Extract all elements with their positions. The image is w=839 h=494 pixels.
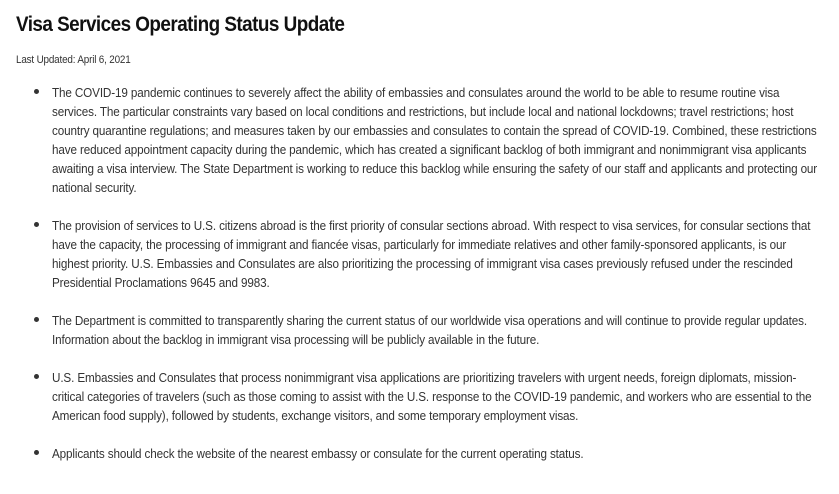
list-item	[0, 83, 839, 197]
list-item	[0, 216, 839, 292]
bullet-icon	[34, 89, 39, 94]
list-item	[0, 368, 839, 425]
list-item-text: The COVID-19 pandemic continues to severely affect the ability of embassies and consulates around the world to be able to resume routine visa services. The particular constraints vary based on local conditions and restrictions, but include local and national lockdowns; travel restrictions; host country quarantine regulations; and measures taken by our embassies and consulates to contain the spread of COVID-19. Combined, these restrictions have reduced appointment capacity during the pandemic, which has created a significant backlog of both immigrant and nonimmigrant visa applicants awaiting a visa interview. The State Department is working to reduce this backlog while ensuring the safety of our staff and applicants and protecting our national security.	[52, 85, 818, 195]
list-item	[0, 444, 839, 463]
bullet-icon	[34, 374, 39, 379]
bullet-icon	[34, 450, 39, 455]
list-item	[0, 311, 839, 349]
list-item-text: The provision of services to U.S. citizens abroad is the first priority of consular sections abroad. With respect to visa services, for consular sections that have the capacity, the processing of immigrant and fiancée visas, particularly for immediate relatives and other family-sponsored applicants, is our highest priority. U.S. Embassies and Consulates are also prioritizing the processing of immigrant visa cases previously refused under the rescinded Presidential Proclamations 9645 and 9983.	[52, 218, 811, 290]
list-item-text: Applicants should check the website of the nearest embassy or consulate for the current operating status.	[52, 446, 584, 461]
list-item-text: The Department is committed to transparently sharing the current status of our worldwide visa operations and will continue to provide regular updates. Information about the backlog in immigrant visa processing will be publicly available in the future.	[52, 313, 807, 347]
bullet-icon	[34, 222, 39, 227]
status-bullet-list	[0, 83, 839, 482]
bullet-icon	[34, 317, 39, 322]
list-item-text: U.S. Embassies and Consulates that process nonimmigrant visa applications are prioritizing travelers with urgent needs, foreign diplomats, mission-critical categories of travelers (such as those coming to assist with the U.S. response to the COVID-19 pandemic, and workers who are essential to the American food supply), followed by students, exchange visitors, and some temporary employment visas.	[52, 370, 812, 423]
last-updated-date: Last Updated: April 6, 2021	[16, 54, 131, 66]
page-title: Visa Services Operating Status Update	[16, 13, 345, 36]
